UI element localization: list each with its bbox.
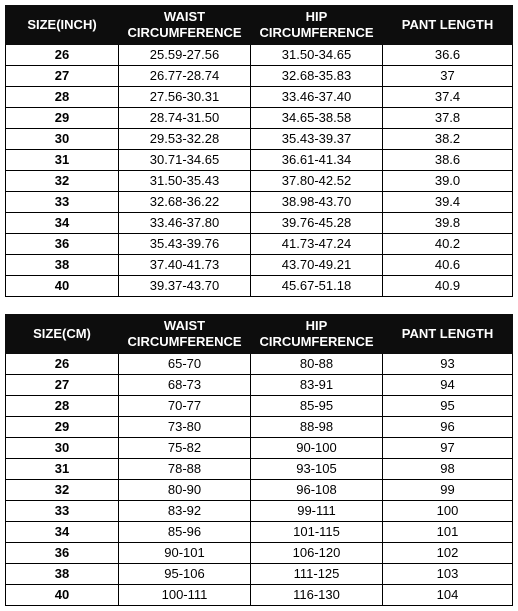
size-cell: 34: [6, 213, 119, 234]
size-cell: 32: [6, 171, 119, 192]
waist-cell: 65-70: [119, 354, 251, 375]
size-cell: 27: [6, 66, 119, 87]
waist-cell: 73-80: [119, 417, 251, 438]
size-cell: 28: [6, 87, 119, 108]
pant-length-cell: 39.4: [383, 192, 513, 213]
size-cell: 26: [6, 354, 119, 375]
size-cell: 32: [6, 480, 119, 501]
pant-length-cell: 104: [383, 585, 513, 606]
waist-cell: 31.50-35.43: [119, 171, 251, 192]
size-cell: 40: [6, 585, 119, 606]
hip-cell: 39.76-45.28: [251, 213, 383, 234]
hip-cell: 35.43-39.37: [251, 129, 383, 150]
waist-cell: 95-106: [119, 564, 251, 585]
hip-cell: 116-130: [251, 585, 383, 606]
hip-cell: 93-105: [251, 459, 383, 480]
size-cell: 30: [6, 129, 119, 150]
hip-cell: 37.80-42.52: [251, 171, 383, 192]
pant-length-cell: 93: [383, 354, 513, 375]
table-row: [6, 438, 513, 459]
pant-length-cell: 38.6: [383, 150, 513, 171]
hip-cell: 34.65-38.58: [251, 108, 383, 129]
waist-cell: 90-101: [119, 543, 251, 564]
table-row: [6, 213, 513, 234]
hip-cell: 31.50-34.65: [251, 45, 383, 66]
pant-length-cell: 100: [383, 501, 513, 522]
table-row: [6, 192, 513, 213]
hip-cell: 41.73-47.24: [251, 234, 383, 255]
column-header-hip: HIP CIRCUMFERENCE: [251, 315, 383, 354]
hip-cell: 96-108: [251, 480, 383, 501]
hip-cell: 88-98: [251, 417, 383, 438]
header-row: [6, 6, 513, 45]
table-row: [6, 480, 513, 501]
hip-cell: 32.68-35.83: [251, 66, 383, 87]
table-row: [6, 234, 513, 255]
table-row: [6, 501, 513, 522]
pant-length-cell: 102: [383, 543, 513, 564]
pant-length-cell: 40.6: [383, 255, 513, 276]
hip-cell: 33.46-37.40: [251, 87, 383, 108]
size-chart-cm-table: [5, 314, 513, 606]
column-header-waist: WAIST CIRCUMFERENCE: [119, 315, 251, 354]
waist-cell: 75-82: [119, 438, 251, 459]
column-header-size: SIZE(INCH): [6, 6, 119, 45]
waist-cell: 30.71-34.65: [119, 150, 251, 171]
pant-length-cell: 98: [383, 459, 513, 480]
pant-length-cell: 40.9: [383, 276, 513, 297]
pant-length-cell: 37: [383, 66, 513, 87]
pant-length-cell: 39.8: [383, 213, 513, 234]
waist-cell: 28.74-31.50: [119, 108, 251, 129]
hip-cell: 38.98-43.70: [251, 192, 383, 213]
waist-cell: 85-96: [119, 522, 251, 543]
waist-cell: 33.46-37.80: [119, 213, 251, 234]
pant-length-cell: 96: [383, 417, 513, 438]
table-row: [6, 66, 513, 87]
pant-length-cell: 95: [383, 396, 513, 417]
pant-length-cell: 97: [383, 438, 513, 459]
pant-length-cell: 37.8: [383, 108, 513, 129]
column-header-hip: HIP CIRCUMFERENCE: [251, 6, 383, 45]
size-cell: 40: [6, 276, 119, 297]
table-row: [6, 108, 513, 129]
pant-length-cell: 103: [383, 564, 513, 585]
table-row: [6, 87, 513, 108]
hip-cell: 106-120: [251, 543, 383, 564]
size-cell: 33: [6, 501, 119, 522]
column-header-pant-length: PANT LENGTH: [383, 315, 513, 354]
table-row: [6, 171, 513, 192]
pant-length-cell: 94: [383, 375, 513, 396]
waist-cell: 25.59-27.56: [119, 45, 251, 66]
waist-cell: 80-90: [119, 480, 251, 501]
pant-length-cell: 99: [383, 480, 513, 501]
size-cell: 27: [6, 375, 119, 396]
size-chart-inch-table: [5, 5, 513, 297]
size-cell: 30: [6, 438, 119, 459]
table-row: [6, 417, 513, 438]
size-cell: 33: [6, 192, 119, 213]
column-header-waist: WAIST CIRCUMFERENCE: [119, 6, 251, 45]
size-cell: 26: [6, 45, 119, 66]
hip-cell: 45.67-51.18: [251, 276, 383, 297]
size-cell: 29: [6, 108, 119, 129]
column-header-pant-length: PANT LENGTH: [383, 6, 513, 45]
waist-cell: 78-88: [119, 459, 251, 480]
size-cell: 29: [6, 417, 119, 438]
size-cell: 38: [6, 255, 119, 276]
pant-length-cell: 37.4: [383, 87, 513, 108]
hip-cell: 83-91: [251, 375, 383, 396]
waist-cell: 100-111: [119, 585, 251, 606]
hip-cell: 90-100: [251, 438, 383, 459]
waist-cell: 70-77: [119, 396, 251, 417]
size-cell: 34: [6, 522, 119, 543]
table-row: [6, 543, 513, 564]
pant-length-cell: 38.2: [383, 129, 513, 150]
waist-cell: 83-92: [119, 501, 251, 522]
waist-cell: 37.40-41.73: [119, 255, 251, 276]
table-row: [6, 459, 513, 480]
table-row: [6, 255, 513, 276]
pant-length-cell: 101: [383, 522, 513, 543]
pant-length-cell: 39.0: [383, 171, 513, 192]
table-row: [6, 522, 513, 543]
pant-length-cell: 40.2: [383, 234, 513, 255]
hip-cell: 36.61-41.34: [251, 150, 383, 171]
table-row: [6, 150, 513, 171]
table-row: [6, 564, 513, 585]
waist-cell: 27.56-30.31: [119, 87, 251, 108]
table-row: [6, 354, 513, 375]
waist-cell: 32.68-36.22: [119, 192, 251, 213]
table-row: [6, 375, 513, 396]
waist-cell: 68-73: [119, 375, 251, 396]
hip-cell: 101-115: [251, 522, 383, 543]
size-cell: 28: [6, 396, 119, 417]
column-header-size: SIZE(CM): [6, 315, 119, 354]
size-cell: 38: [6, 564, 119, 585]
size-cell: 31: [6, 150, 119, 171]
hip-cell: 43.70-49.21: [251, 255, 383, 276]
header-row: [6, 315, 513, 354]
table-row: [6, 585, 513, 606]
table-row: [6, 45, 513, 66]
size-cell: 36: [6, 543, 119, 564]
hip-cell: 85-95: [251, 396, 383, 417]
waist-cell: 26.77-28.74: [119, 66, 251, 87]
size-cell: 36: [6, 234, 119, 255]
table-row: [6, 129, 513, 150]
size-cell: 31: [6, 459, 119, 480]
hip-cell: 111-125: [251, 564, 383, 585]
waist-cell: 39.37-43.70: [119, 276, 251, 297]
table-row: [6, 396, 513, 417]
table-row: [6, 276, 513, 297]
waist-cell: 35.43-39.76: [119, 234, 251, 255]
waist-cell: 29.53-32.28: [119, 129, 251, 150]
hip-cell: 80-88: [251, 354, 383, 375]
hip-cell: 99-111: [251, 501, 383, 522]
pant-length-cell: 36.6: [383, 45, 513, 66]
